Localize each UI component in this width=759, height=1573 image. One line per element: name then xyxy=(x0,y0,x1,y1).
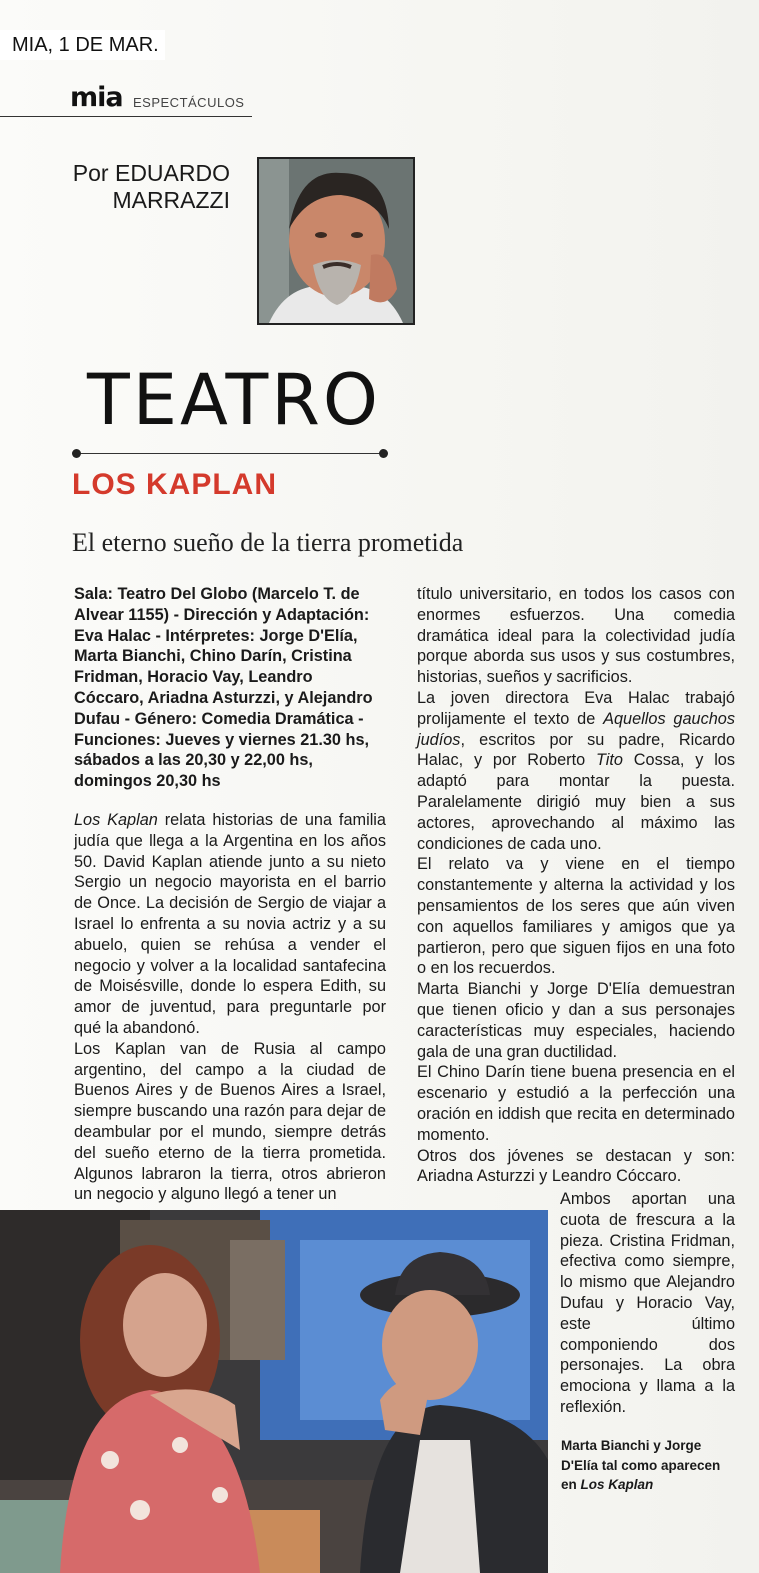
photo-caption xyxy=(561,1436,736,1495)
brand-logo: mia xyxy=(70,82,123,113)
divider-dot-left xyxy=(72,449,81,458)
byline-prefix: Por EDUARDO xyxy=(72,160,230,186)
divider-dot-right xyxy=(379,449,388,458)
section-label: ESPECTÁCULOS xyxy=(133,95,245,110)
body-paragraph-3-c: Cossa, y los adaptó para montar la puesta. Paralelamente dirigió muy bien a sus actores, aprovechando al máximo las condiciones de cada uno. xyxy=(417,751,736,853)
body-paragraph-1-text: relata historias de una familia judía que llega a la Argentina en los años 50. David Kaplan atiende junto a su nieto Sergio un negocio mayorista en el barrio de Once. La decisión de Sergio de viajar a Israel lo enfrenta a su novia actriz y a su abuelo, quien se rehúsa a vender el negocio y volver a la localidad santafecina de Moisésville, donde lo espera Edith, su amor de juventud, para preguntarle por qué la abandonó. xyxy=(74,810,386,1037)
article-subtitle: El eterno sueño de la tierra prometida xyxy=(72,528,464,557)
body-paragraph-7: Otros dos jóvenes se destacan y son: Ariadna Asturzzi y Leandro Cóccaro. xyxy=(417,1146,735,1186)
show-facts: Sala: Teatro Del Globo (Marcelo T. de Alvear 1155) - Dirección y Adaptación: Eva Halac - Intérpretes: Jorge D'Elía, Marta Bianchi, Chino Darín, Cristina Fridman, Horacio Vay, Leandro Cóccaro, Ariadna Asturzzi, y Alejandro Dufau - Género: Comedia Dramática - Funciones: Jueves y viernes 21.30 hs, sábados a las 20,30 y 22,00 hs, domingos 20,30 hs xyxy=(74,585,373,791)
body-paragraph-3-b: , escritos por su padre, Ricardo Halac, y por Roberto xyxy=(417,730,735,770)
header-divider xyxy=(0,116,252,117)
body-paragraph-8: Ambos aportan una cuota de frescura a la pieza. Cristina Fridman, efectiva como siempre, lo mismo que Alejandro Dufau y Horacio Vay, este último componiendo dos personajes. La obra emociona y llama a la reflexión. xyxy=(560,1190,735,1416)
book-title-italic: Aquellos gauchos judíos xyxy=(417,709,735,749)
play-title-italic: Los Kaplan xyxy=(74,810,158,829)
category-divider xyxy=(76,453,383,454)
date-label: MIA, 1 DE MAR. xyxy=(0,30,165,60)
column-side xyxy=(560,1189,735,1418)
body-paragraph-6: El Chino Darín tiene buena presencia en el escenario y estudió a la perfección una oración en iddish que recita en determinado momento. xyxy=(417,1063,735,1144)
body-paragraph-4: El relato va y viene en el tiempo constantemente y alterna la actividad y los pensamientos de los seres que aún viven con aquellos familiares y amigos que ya partieron, pero que siguen fijos en una foto o en los recuerdos. xyxy=(417,855,735,978)
author-byline xyxy=(50,160,230,214)
byline-surname: MARRAZZI xyxy=(112,187,230,213)
body-paragraph-3-a: La joven directora Eva Halac trabajó prolijamente el texto de xyxy=(417,688,735,728)
article-title: LOS KAPLAN xyxy=(72,468,277,501)
column-left xyxy=(74,584,386,1205)
body-paragraph-1 xyxy=(74,810,386,1039)
scene-photo xyxy=(0,1210,548,1573)
category-heading: TEATRO xyxy=(87,359,381,441)
body-paragraph-3 xyxy=(417,688,735,854)
body-paragraph-2: Los Kaplan van de Rusia al campo argentino, del campo a la ciudad de Buenos Aires y de Buenos Aires a Israel, siempre buscando una razón para dejar de deambular por el mundo, siempre detrás del sueño eterno de la tierra prometida. Algunos labraron la tierra, otros abrieron un negocio y alguno llegó a tener un xyxy=(74,1039,386,1204)
body-paragraph-2-continued: título universitario, en todos los casos con enormes esfuerzos. Una comedia dramática ideal para la colectividad judía porque aborda sus usos y sus costumbres, historias, sueños y sacrificios. xyxy=(417,585,735,687)
author-portrait xyxy=(257,157,415,325)
column-right xyxy=(417,584,735,1187)
nickname-italic: Tito xyxy=(595,751,623,770)
body-paragraph-5: Marta Bianchi y Jorge D'Elía demuestran que tienen oficio y dan a sus personajes características muy especiales, haciendo gala de una gran ductilidad. xyxy=(417,980,735,1061)
caption-italic: Los Kaplan xyxy=(580,1477,654,1492)
caption-text: Marta Bianchi y Jorge D'Elía tal como aparecen en xyxy=(561,1438,721,1492)
